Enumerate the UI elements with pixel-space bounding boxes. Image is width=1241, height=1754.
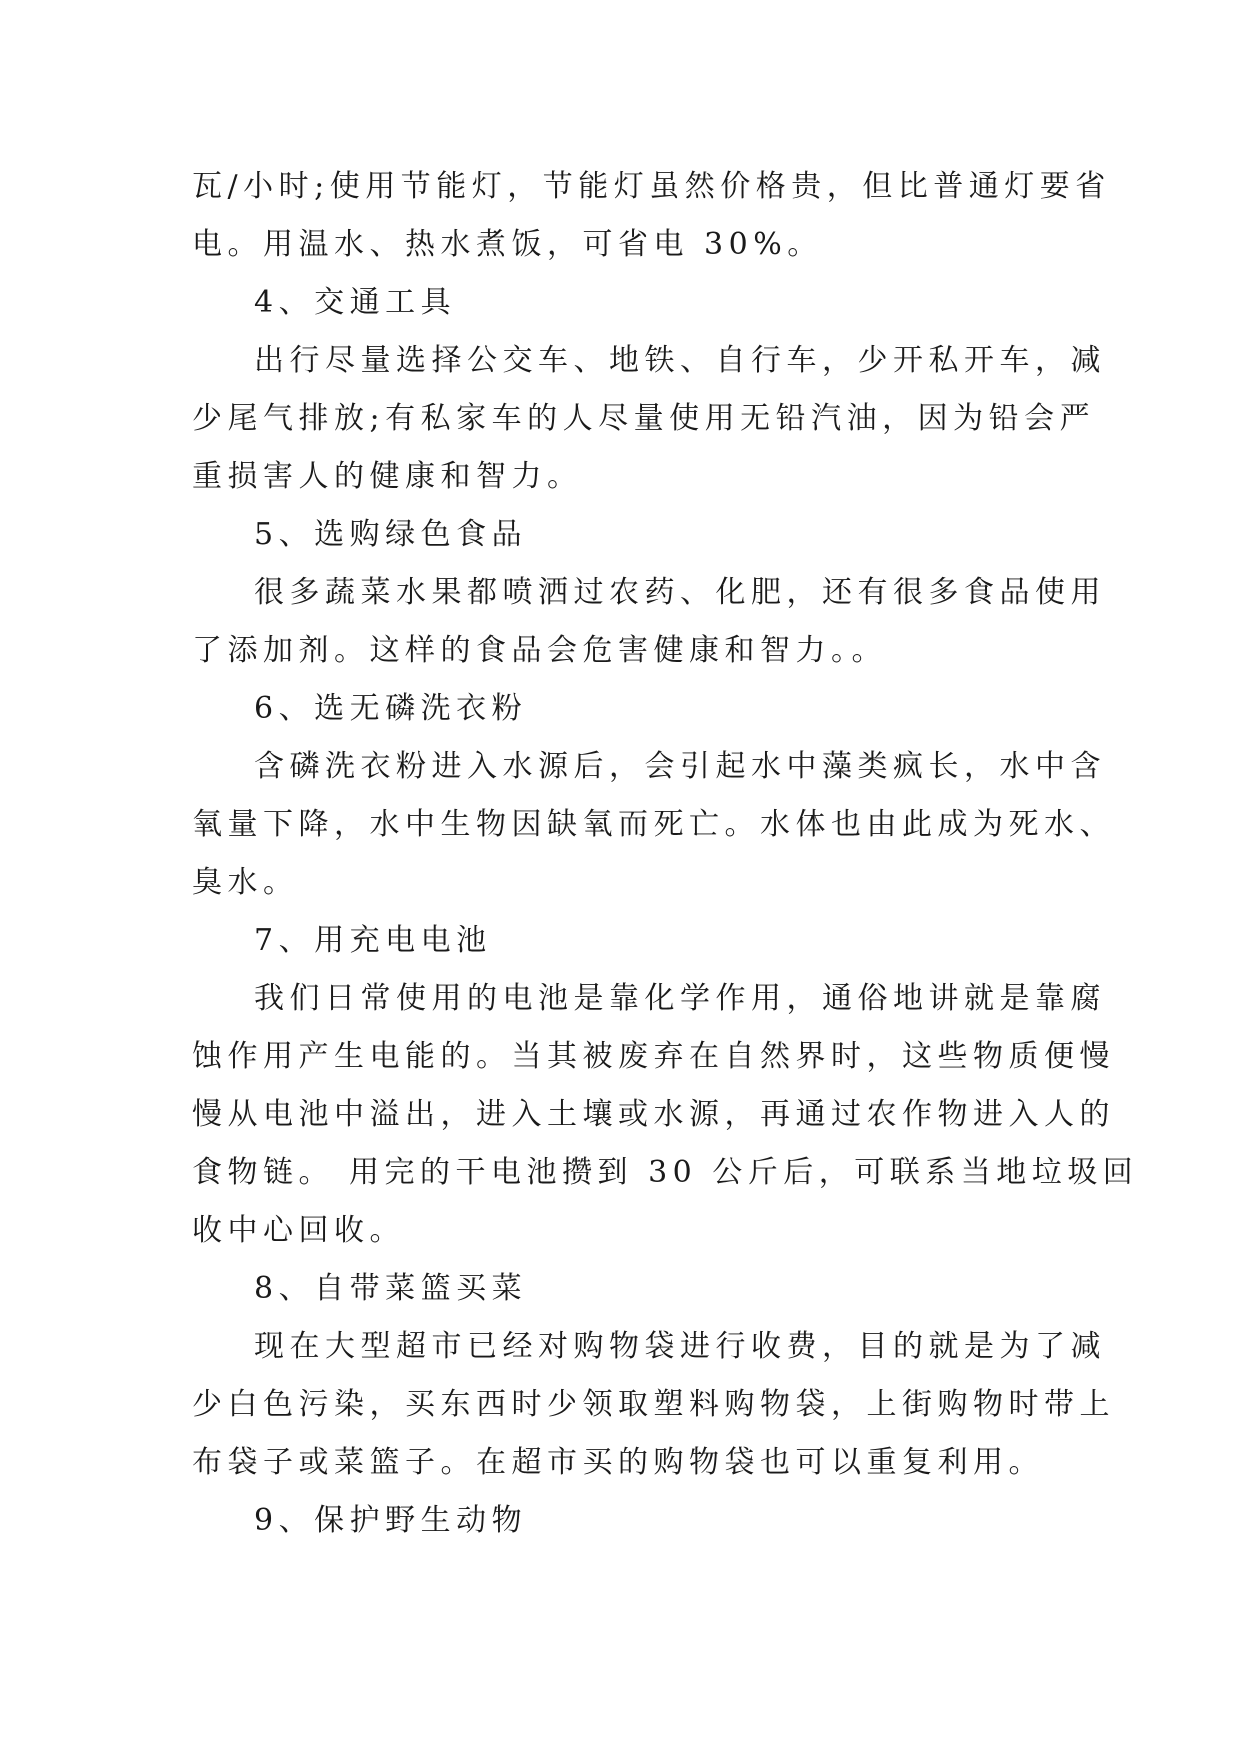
paragraph-line: 收中心回收。 <box>192 1213 405 1248</box>
paragraph-line: 电。用温水、热水煮饭，可省电 30%。 <box>192 227 823 262</box>
section-heading: 8、自带菜篮买菜 <box>254 1271 528 1306</box>
paragraph-line: 少尾气排放;有私家车的人尽量使用无铅汽油，因为铅会严 <box>192 401 1096 436</box>
paragraph-line: 少白色污染，买东西时少领取塑料购物袋，上街购物时带上 <box>192 1387 1115 1422</box>
paragraph-line: 含磷洗衣粉进入水源后，会引起水中藻类疯长，水中含 <box>254 749 1106 784</box>
section-heading: 4、交通工具 <box>254 285 457 320</box>
paragraph-line: 很多蔬菜水果都喷洒过农药、化肥，还有很多食品使用 <box>254 575 1106 610</box>
section-heading: 7、用充电电池 <box>254 923 492 958</box>
paragraph-line: 蚀作用产生电能的。当其被废弃在自然界时，这些物质便慢 <box>192 1039 1115 1074</box>
section-heading: 5、选购绿色食品 <box>254 517 528 552</box>
paragraph-line: 现在大型超市已经对购物袋进行收费，目的就是为了减 <box>254 1329 1106 1364</box>
paragraph-line: 瓦/小时;使用节能灯，节能灯虽然价格贵，但比普通灯要省 <box>192 169 1111 204</box>
paragraph-line: 食物链。 用完的干电池攒到 30 公斤后，可联系当地垃圾回 <box>192 1155 1139 1190</box>
paragraph-line: 臭水。 <box>192 865 299 900</box>
paragraph-line: 重损害人的健康和智力。 <box>192 459 583 494</box>
section-heading: 9、保护野生动物 <box>254 1503 528 1538</box>
paragraph-line: 氧量下降，水中生物因缺氧而死亡。水体也由此成为死水、 <box>192 807 1115 842</box>
paragraph-line: 了添加剂。这样的食品会危害健康和智力。。 <box>192 633 887 668</box>
paragraph-line: 我们日常使用的电池是靠化学作用，通俗地讲就是靠腐 <box>254 981 1106 1016</box>
paragraph-line: 出行尽量选择公交车、地铁、自行车，少开私开车，减 <box>254 343 1106 378</box>
paragraph-line: 布袋子或菜篮子。在超市买的购物袋也可以重复利用。 <box>192 1445 1044 1480</box>
section-heading: 6、选无磷洗衣粉 <box>254 691 528 726</box>
document-body <box>192 158 1139 1550</box>
paragraph-line: 慢从电池中溢出，进入土壤或水源，再通过农作物进入人的 <box>192 1097 1115 1132</box>
